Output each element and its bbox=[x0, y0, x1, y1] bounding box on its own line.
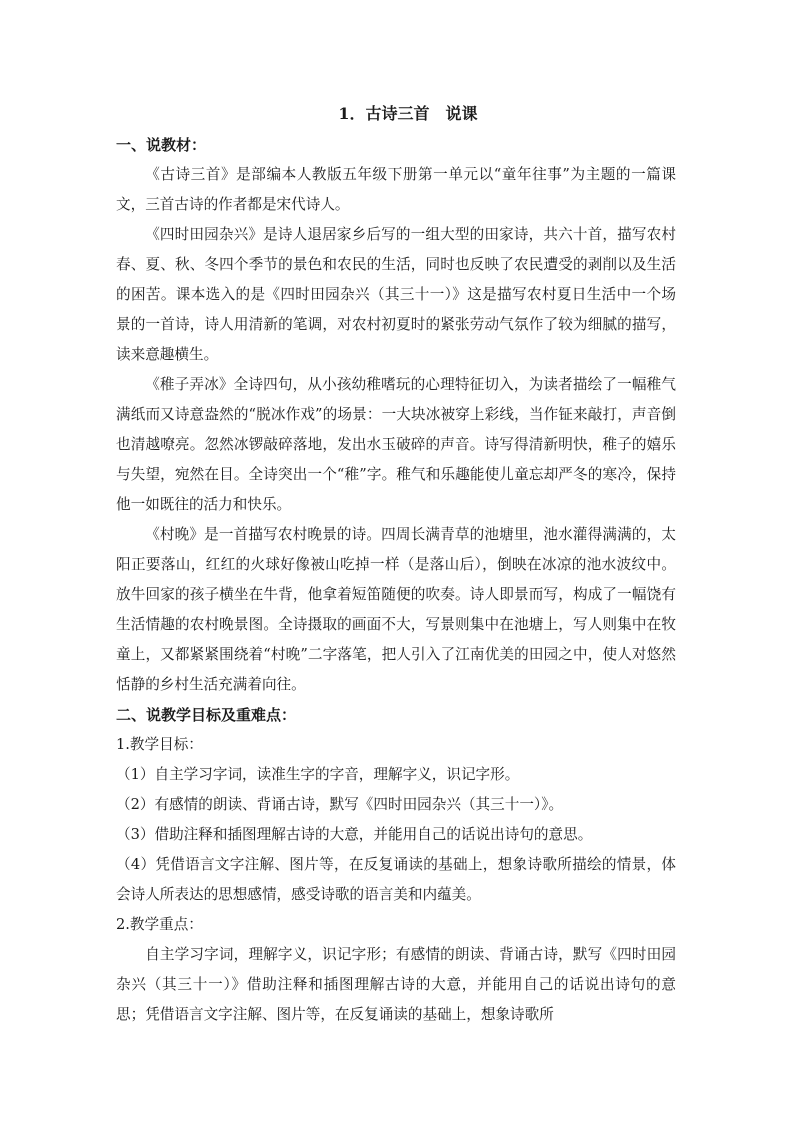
document-page bbox=[116, 102, 676, 1030]
key-points-label: 2.教学重点： bbox=[116, 916, 203, 933]
paragraph-cun-wan: 《村晚》是一首描写农村晚景的诗。四周长满青草的池塘里，池水灌得满满的，太阳正要落山，红红的火球好像被山吃掉一样（是落山后），倒映在冰凉的池水波纹中。放牛回家的孩子横坐在牛背，他拿着短笛随便的吹奏。诗人即景而写，构成了一幅饶有生活情趣的农村晚景图。全诗摄取的画面不大，写景则集中在池塘上，写人则集中在牧童上，又都紧紧围绕着“村晚”二字落笔，把人引入了江南优美的田园之中，使人对悠然恬静的乡村生活充满着向往。 bbox=[116, 526, 676, 693]
goal-item: （4）凭借语言文字注解、图片等，在反复诵读的基础上，想象诗歌所描绘的情景，体会诗人所表达的思想感情，感受诗歌的语言美和内蕴美。 bbox=[116, 856, 676, 903]
paragraph-zhizi-nongbing: 《稚子弄冰》全诗四句，从小孩幼稚嗜玩的心理特征切入，为读者描绘了一幅稚气满纸而又诗意盎然的“脱冰作戏”的场景：一大块冰被穿上彩线，当作钲来敲打，声音倒也清越嘹亮。忽然冰锣敲碎落地，发出水玉破碎的声音。诗写得清新明快，稚子的嬉乐与失望，宛然在目。全诗突出一个“稚”字。稚气和乐趣能使儿童忘却严冬的寒冷，保持他一如既往的活力和快乐。 bbox=[116, 376, 676, 513]
key-points-paragraph: 自主学习字词，理解字义，识记字形；有感情的朗读、背诵古诗，默写《四时田园杂兴（其三十一）》借助注释和插图理解古诗的大意，并能用自己的话说出诗句的意思；凭借语言文字注解、图片等，在反复诵读的基础上，想象诗歌所 bbox=[116, 946, 676, 1023]
goal-item: （3）借助注释和插图理解古诗的大意，并能用自己的话说出诗句的意思。 bbox=[116, 826, 593, 843]
paragraph-intro: 《古诗三首》是部编本人教版五年级下册第一单元以“童年往事”为主题的一篇课文，三首古诗的作者都是宋代诗人。 bbox=[116, 166, 676, 213]
goals-label: 1.教学目标： bbox=[116, 736, 203, 753]
paragraph-sishi-tianyuan: 《四时田园杂兴》是诗人退居家乡后写的一组大型的田家诗，共六十首，描写农村春、夏、秋、冬四个季节的景色和农民的生活，同时也反映了农民遭受的剥削以及生活的困苦。课本选入的是《四时田园杂兴（其三十一）》这是描写农村夏日生活中一个场景的一首诗，诗人用清新的笔调，对农村初夏时的紧张劳动气氛作了较为细腻的描写，读来意趣横生。 bbox=[116, 226, 676, 363]
document-title: 1．古诗三首 说课 bbox=[338, 104, 478, 123]
goal-item: （2）有感情的朗读、背诵古诗，默写《四时田园杂兴（其三十一）》。 bbox=[116, 796, 564, 813]
goal-item: （1）自主学习字词，读准生字的字音，理解字义，识记字形。 bbox=[116, 766, 520, 783]
section-heading-goals: 二、说教学目标及重难点： bbox=[116, 706, 297, 724]
section-heading-textbook: 一、说教材： bbox=[116, 136, 207, 154]
